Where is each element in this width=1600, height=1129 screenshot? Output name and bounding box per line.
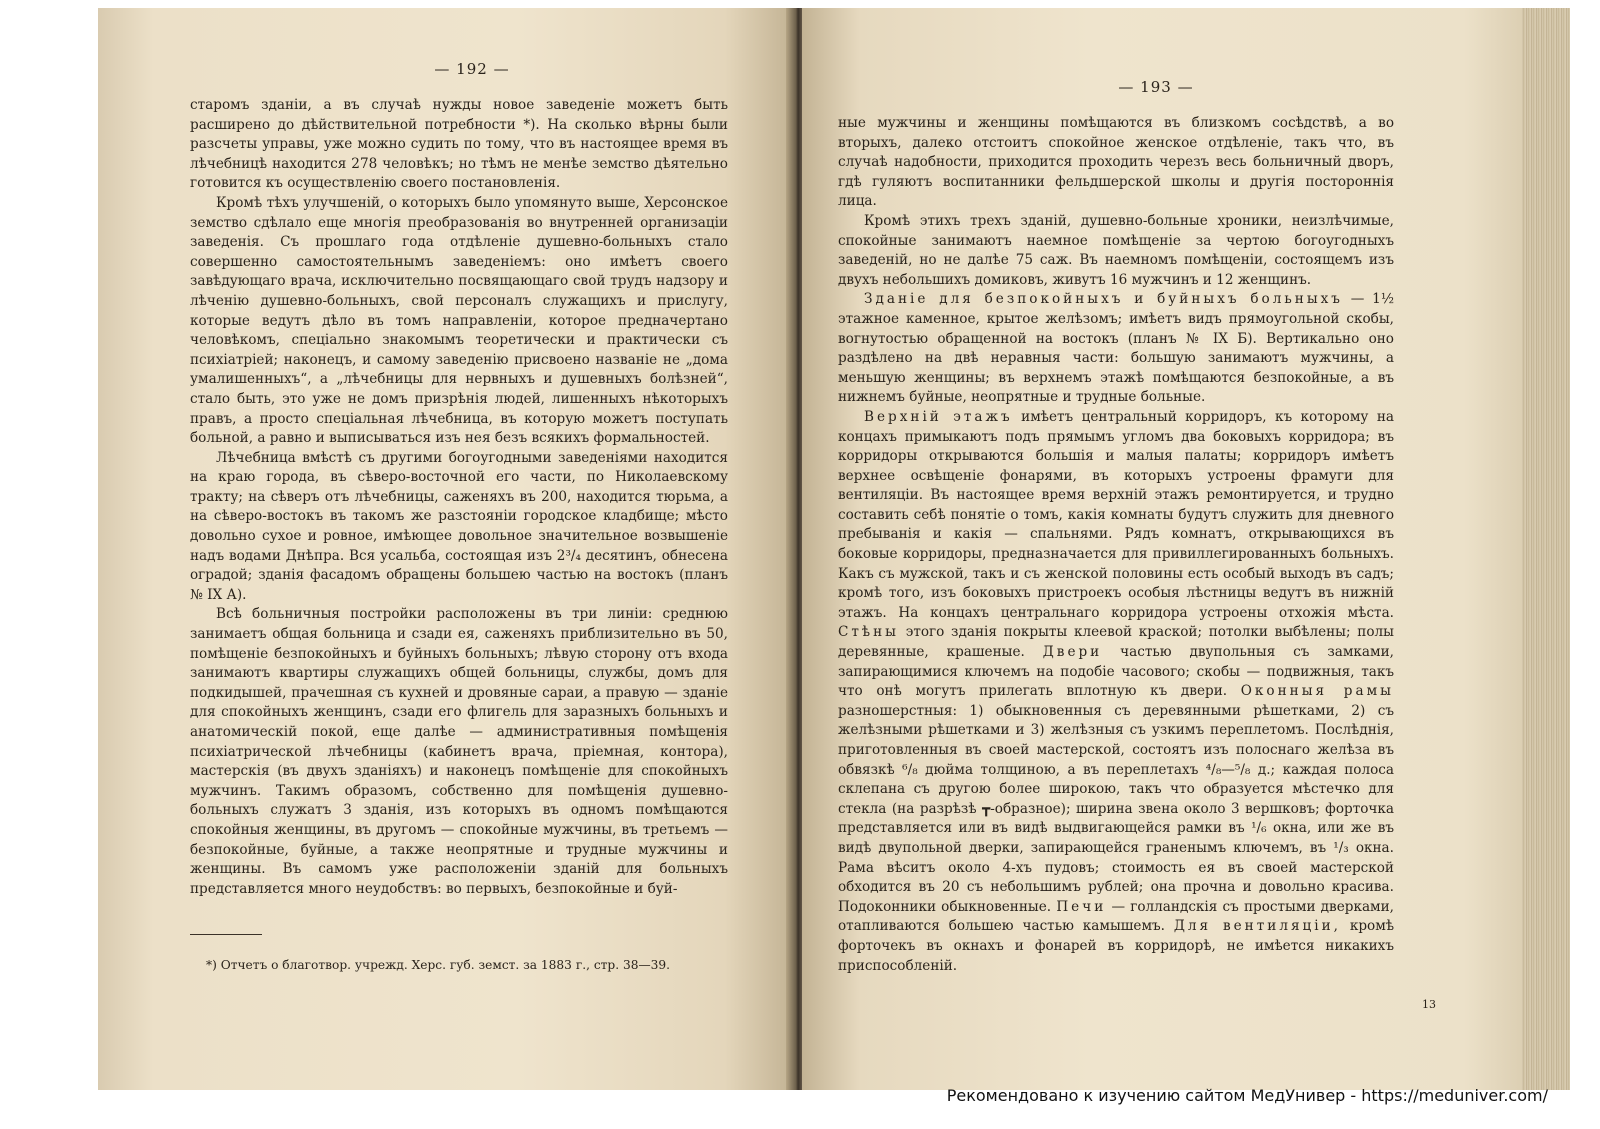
right-page-text xyxy=(838,114,1394,976)
spaced-heading: Печи xyxy=(1056,898,1107,915)
printer-signature: 13 xyxy=(1422,998,1436,1011)
left-page-text xyxy=(190,96,728,899)
paragraph: Кромѣ тѣхъ улучшеній, о которыхъ было упомянуто выше, Херсонское земство сдѣлало еще многія преобразованія во внутренней организаціи заведенія. Съ прошлаго года отдѣленіе душевно-больныхъ стало совершенно самостоятельнымъ заведеніемъ: оно имѣетъ своего завѣдующаго врача, исключительно посвящающаго свой трудъ надзору и лѣченію душевно-больныхъ, свой персоналъ служащихъ и прислугу, которые ведутъ дѣло въ томъ направленіи, которое предначертано человѣкомъ, спеціально знакомымъ теоретически и практически съ психіатріей; наконецъ, и самому заведенію присвоено названіе не „дома умалишенныхъ“, а „лѣчебницы для нервныхъ и душевныхъ болѣзней“, стало быть, это уже не домъ призрѣнія людей, лишенныхъ нѣкоторыхъ правъ, а просто спеціальная лѣчебница, въ которую можетъ поступать больной, а равно и выписываться изъ нея безъ всякихъ формальностей. xyxy=(190,194,728,447)
spaced-heading: Верхній этажъ xyxy=(864,408,1013,425)
spaced-heading: Двери xyxy=(1042,644,1103,661)
paragraph: старомъ зданіи, а въ случаѣ нужды новое заведеніе можетъ быть расширено до дѣйствительной потребности *). На сколько вѣрны были разсчеты управы, уже можно судить по тому, что въ настоящее время въ лѣчебницѣ находится 278 человѣкъ; но тѣмъ не менѣе земство дѣятельно готовится къ осуществленію своего постановленія. xyxy=(190,97,728,192)
spaced-heading: Стѣны xyxy=(838,624,899,641)
left-page xyxy=(98,8,794,1090)
book-spread xyxy=(98,8,1570,1090)
spaced-heading: Оконныя рамы xyxy=(1240,683,1394,700)
paragraph: Всѣ больничныя постройки расположены въ три линіи: среднюю занимаетъ общая больница и сзади ея, саженяхъ приблизительно въ 50, помѣщеніе безпокойныхъ и буйныхъ больныхъ; лѣвую сторону отъ входа занимаютъ квартиры служащихъ общей больницы, службы, домъ для подкидышей, прачешная съ кухней и дровяные сараи, а правую — зданіе для спокойныхъ женщинъ, сзади его флигель для заразныхъ больныхъ и анатомическій покой, еще далѣе — административныя помѣщенія психіатрической лѣчебницы (кабинетъ врача, пріемная, контора), мастерскія (въ двухъ зданіяхъ) и наконецъ помѣщеніе для спокойныхъ мужчинъ. Такимъ образомъ, собственно для помѣщенія душевно-больныхъ служатъ 3 зданія, изъ которыхъ въ одномъ помѣщаются спокойныя женщины, въ другомъ — спокойные мужчины, въ третьемъ — безпокойные, буйные, а также неопрятные и трудные мужчины и женщины. Въ самомъ уже расположеніи зданій для больныхъ представляется много неудобствъ: во первыхъ, безпокойные и буй- xyxy=(190,606,728,897)
footnote: *) Отчетъ о благотвор. учрежд. Херс. губ. земст. за 1883 г., стр. 38—39. xyxy=(206,958,671,972)
site-credit: Рекомендовано к изучению сайтом МедУнивер - https://meduniver.com/ xyxy=(946,1086,1548,1105)
right-page xyxy=(802,8,1522,1090)
page-number-left: — 192 — xyxy=(434,60,510,78)
page-number-right: — 193 — xyxy=(1118,78,1194,96)
spaced-heading: Зданіе для безпокойныхъ и буйныхъ больныхъ xyxy=(864,291,1343,308)
paragraph: Верхній этажъ имѣетъ центральный корридоръ, къ которому на концахъ примыкаютъ подъ прямымъ угломъ два боковыхъ корридора; въ корридоры открываются большія и малыя палаты; корридоръ имѣетъ верхнее освѣщеніе фонарями, въ которыхъ устроены фрамуги для вентиляціи. Въ настоящее время верхній этажъ ремонтируется, и трудно составить себѣ понятіе о томъ, какія комнаты будутъ служить для дневного пребыванія и какія — спальнями. Рядъ комнатъ, открывающихся въ боковые корридоры, предназначается для привиллегированныхъ больныхъ. Какъ съ мужской, такъ и съ женской половины есть особый выходъ въ садъ; кромѣ того, изъ боковыхъ пристроекъ особыя лѣстницы ведутъ въ нижній этажъ. На концахъ центральнаго корридора устроены отхожія мѣста. Стѣны этого зданія покрыты клеевой краской; потолки выбѣлены; полы деревянные, крашеные. Двери частью двупольныя съ замками, запирающимися ключемъ на подобіе часового; скобы — подвижныя, такъ что онѣ могутъ прилегать вплотную къ двери. Оконныя рамы разношерстныя: 1) обыкновенныя съ деревянными рѣшетками, 2) съ желѣзными рѣшетками и 3) желѣзныя съ узкимъ переплетомъ. Послѣднія, приготовленныя въ своей мастерской, состоятъ изъ полоснаго желѣза въ обвязкѣ ⁶/₈ дюйма толщиною, а въ переплетахъ ⁴/₈—⁵/₈ д.; каждая полоса склепана съ другою более широкою, такъ что образуется мѣстечко для стекла (на разрѣзѣ ┳-образное); ширина звена около 3 вершковъ; форточка представляется или въ видѣ выдвигающейся рамки въ ¹/₆ окна, или же въ видѣ двупольной дверки, запирающейся граненымъ ключемъ, въ ¹/₃ окна. Рама вѣситъ около 4-хъ пудовъ; стоимость ея въ своей мастерской обходится въ 20 съ небольшимъ рублей; она прочна и довольно красива. Подоконники обыкновенные. Печи — голландскія съ простыми дверками, отапливаются большею частью камышемъ. Для вентиляціи, кромѣ форточекъ въ окнахъ и фонарей въ корридорѣ, не имѣется никакихъ приспособленій. xyxy=(838,408,1395,974)
paragraph: Зданіе для безпокойныхъ и буйныхъ больныхъ — 1½ этажное каменное, крытое желѣзомъ; имѣетъ видъ прямоугольной скобы, вогнутостью обращенной на востокъ (планъ № IX Б). Вертикально оно раздѣлено на двѣ неравныя части: большую занимаютъ мужчины, а меньшую женщины; въ верхнемъ этажѣ помѣщаются безпокойные, а въ нижнемъ буйные, неопрятные и трудные больные. xyxy=(838,291,1394,406)
footnote-divider xyxy=(190,934,262,935)
paragraph: Кромѣ этихъ трехъ зданій, душевно-больные хроники, неизлѣчимые, спокойные занимаютъ наемное помѣщеніе за чертою богоугодныхъ заведеній, но не далѣе 75 саж. Въ наемномъ помѣщеніи, состоящемъ изъ двухъ небольшихъ домиковъ, живутъ 16 мужчинъ и 12 женщинъ. xyxy=(838,212,1394,288)
paragraph: ные мужчины и женщины помѣщаются въ близкомъ сосѣдствѣ, а во вторыхъ, далеко отстоитъ спокойное женское отдѣленіе, такъ что, въ случаѣ надобности, приходится проходить черезъ весь больничный дворъ, гдѣ гуляютъ воспитанники фельдшерской школы и другія постороннія лица. xyxy=(838,115,1394,210)
page-edges xyxy=(1522,8,1570,1090)
spaced-heading: Для вентиляціи, xyxy=(1173,918,1342,935)
paragraph: Лѣчебница вмѣстѣ съ другими богоугодными заведеніями находится на краю города, въ сѣверо-восточной его части, по Николаевскому тракту; на сѣверъ отъ лѣчебницы, саженяхъ въ 200, находится тюрьма, а на сѣверо-востокъ въ такомъ же разстояніи городское кладбище; мѣсто довольно сухое и ровное, имѣющее довольное значительное возвышеніе надъ водами Днѣпра. Вся усальба, состоящая изъ 2³/₄ десятинъ, обнесена оградой; зданія фасадомъ обращены большею частью на востокъ (планъ № IX А). xyxy=(190,449,728,603)
